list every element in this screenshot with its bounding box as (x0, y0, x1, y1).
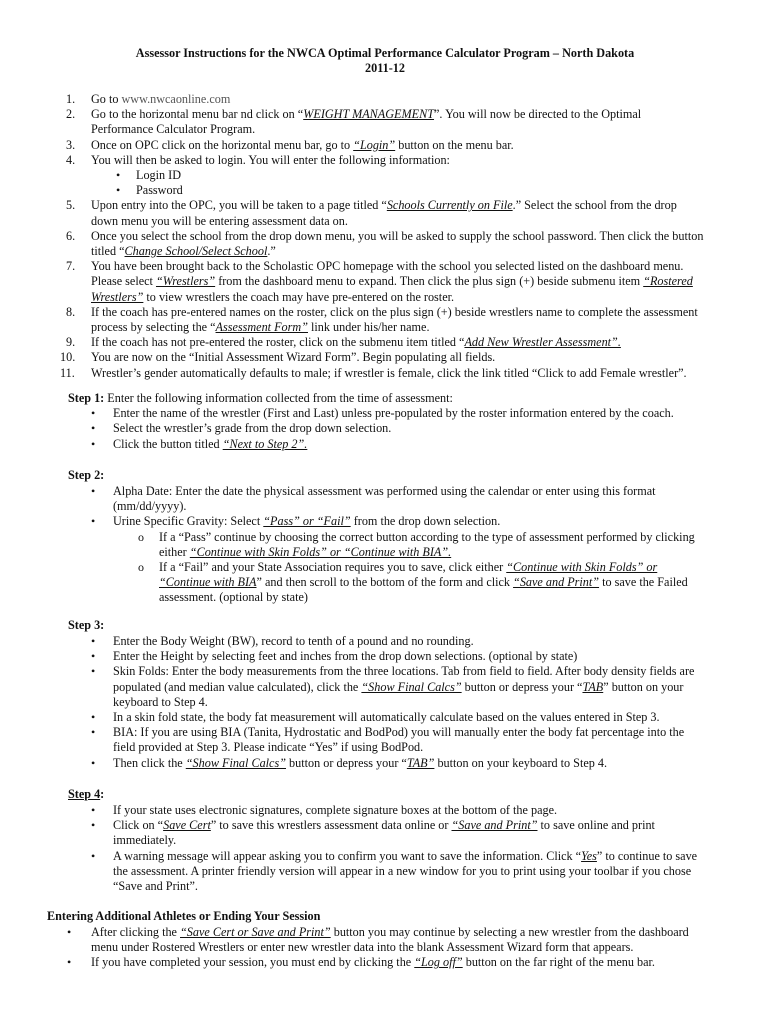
website-link[interactable]: www.nwcaonline.com (121, 92, 231, 106)
list-number: 5. (66, 198, 76, 213)
text-run: Skin Folds: Enter the body measurements from the three locations. Tab from field to field. After body density fields are (113, 664, 695, 679)
text-run: If a “Pass” continue by choosing the correct button according to the type of assessment performed by clicking (159, 529, 695, 544)
step4-line (113, 879, 198, 894)
numbered-item-line (91, 138, 514, 153)
text-run: Wrestler’s gender automatically defaults to male; if wrestler is female, click the link titled “Click to add Female wrestler”. (91, 365, 687, 380)
numbered-item-line (91, 122, 255, 137)
underlined-term: “Rostered (643, 274, 693, 289)
text-run: button on your keyboard to Step 4. (434, 755, 608, 770)
list-number: 3. (66, 137, 76, 152)
underlined-term: “Show Final Calcs” (361, 679, 462, 694)
step3-line (113, 740, 423, 755)
step-label: Step 4 (68, 787, 101, 801)
list-number: 1. (66, 92, 76, 106)
numbered-item-line (91, 107, 641, 122)
numbered-item-line (91, 229, 703, 244)
step4-line (113, 833, 176, 848)
bullet-mark: • (91, 818, 96, 833)
underlined-term: “Log off” (414, 955, 463, 970)
text-run: titled “ (91, 244, 125, 258)
step4-line (113, 864, 691, 879)
step3-line (113, 634, 474, 649)
numbered-item-line (91, 305, 698, 320)
text-run: If your state uses electronic signatures, complete signature boxes at the bottom of the page. (113, 803, 558, 817)
numbered-item-line (91, 244, 276, 259)
bullet-mark: • (116, 168, 121, 182)
underlined-term: “Next to Step 2”. (222, 436, 308, 451)
bullet-mark: • (91, 406, 96, 421)
text-run: Login ID (136, 168, 182, 182)
step-label-suffix: : (100, 787, 105, 801)
text-run: button on the far right of the menu bar. (462, 955, 655, 970)
text-run: the assessment. A printer friendly version will appear in a new window for you to print using your toolbar if you chose (113, 863, 692, 878)
underlined-term: “Show Final Calcs” (185, 755, 286, 770)
step2-line (159, 575, 688, 590)
step2-line (159, 545, 451, 560)
text-run: to save the Failed (599, 575, 688, 590)
numbered-item-line (91, 153, 450, 168)
text-run: Click the button titled (113, 436, 223, 451)
text-run: either (159, 544, 190, 559)
login-bullet (136, 183, 183, 198)
text-run: Password (136, 183, 183, 198)
step4-line (113, 818, 655, 833)
bullet-mark: • (91, 421, 96, 436)
text-run: menu under Rostered Wrestlers or enter new wrestler data into the blank Assessment Wizard form that appears. (91, 940, 634, 955)
list-number: 4. (66, 152, 76, 167)
text-run: field provided at Step 3. Please indicate “Yes” if using BodPod. (113, 740, 424, 755)
step3-line (113, 680, 683, 695)
numbered-item-line (91, 350, 495, 365)
step2-line (113, 484, 656, 499)
text-run: Go to (91, 92, 122, 106)
underlined-term: “Pass” or “Fail” (263, 514, 351, 529)
step2-line (159, 590, 308, 605)
underlined-term: “Wrestlers” (155, 274, 216, 289)
underlined-term: Yes (581, 848, 597, 863)
bullet-mark: • (91, 634, 96, 648)
text-run: Then click the (113, 755, 186, 770)
step2-line (159, 560, 657, 575)
text-run: from the drop down selection. (350, 514, 501, 529)
ending-heading: Entering Additional Athletes or Ending Your Session (47, 909, 321, 923)
text-run: You are now on the “Initial Assessment Wizard Form”. Begin populating all fields. (91, 350, 496, 365)
bullet-mark: • (67, 955, 72, 970)
underlined-term: TAB” (406, 755, 435, 770)
text-run: (mm/dd/yyyy). (113, 499, 187, 514)
sub-bullet-mark: o (138, 529, 144, 544)
list-number: 10. (60, 350, 76, 365)
underlined-term: “Continue with Skin Folds” or (506, 560, 658, 574)
text-run: If the coach has not pre-entered the roster, click on the submenu item titled “ (91, 335, 465, 350)
text-run: If you have completed your session, you must end by clicking the (91, 955, 415, 970)
numbered-item-line (91, 198, 677, 213)
text-run: ” to continue to save (596, 848, 698, 863)
step2-line (113, 499, 186, 514)
underlined-term: “Save and Print” (451, 818, 538, 833)
text-run: ” and then scroll to the bottom of the form and click (256, 575, 514, 590)
list-number: 7. (66, 259, 76, 274)
numbered-item-line (91, 320, 430, 335)
text-run: Upon entry into the OPC, you will be taken to a page titled “ (91, 198, 387, 213)
ending-line (91, 940, 633, 955)
bullet-mark: • (91, 803, 96, 817)
numbered-item-line (91, 366, 687, 381)
bullet-mark: • (91, 484, 96, 498)
list-number: 9. (66, 335, 76, 350)
text-run: to save online and print (537, 818, 655, 833)
underlined-term: Change School/Select School (124, 244, 268, 258)
ending-line (91, 955, 655, 970)
text-run: ” to save this wrestlers assessment data online or (210, 818, 452, 833)
bullet-mark: • (91, 649, 96, 664)
ending-line (91, 925, 689, 940)
bullet-mark: • (116, 183, 121, 198)
numbered-item-line (91, 92, 230, 107)
text-run: Alpha Date: Enter the date the physical assessment was performed using the calendar or enter using this format (113, 484, 656, 498)
doc-title-line1: Assessor Instructions for the NWCA Optimal Performance Calculator Program – North Dakota (135, 46, 635, 60)
list-number: 2. (66, 107, 76, 122)
bullet-mark: • (91, 755, 96, 770)
underlined-term: TAB (582, 679, 604, 694)
underlined-term: “Save Cert or Save and Print” (180, 925, 331, 939)
text-run: immediately. (113, 833, 177, 848)
underlined-term: WEIGHT MANAGEMENT (303, 107, 435, 122)
text-run: assessment. (optional by state) (159, 590, 308, 605)
text-run: Once you select the school from the drop down menu, you will be asked to supply the school password. Then click the button (91, 228, 704, 243)
text-run: to view wrestlers the coach may have pre-entered on the roster. (143, 289, 455, 304)
text-run: Once on OPC click on the horizontal menu bar, go to (91, 137, 354, 152)
bullet-mark: • (91, 664, 96, 679)
text-run: Please select (91, 274, 156, 289)
text-run: button or depress your “ (461, 679, 583, 694)
bullet-mark: • (67, 925, 72, 939)
step3-line (113, 695, 208, 710)
text-run: down menu you will be entering assessment data on. (91, 213, 348, 228)
numbered-item-line (91, 335, 621, 350)
bullet-mark: • (91, 710, 96, 724)
text-run: populated (and median value calculated), click the (113, 679, 362, 694)
underlined-term: Save Cert (163, 818, 211, 833)
text-run: You will then be asked to login. You will enter the following information: (91, 152, 450, 167)
step4-line (113, 849, 697, 864)
step3-heading: Step 3: (68, 618, 105, 632)
step3-line (113, 710, 660, 725)
underlined-term: “Continue with Skin Folds” or “Continue with BIA”. (189, 544, 452, 559)
text-run: Click on “ (113, 818, 164, 833)
list-number: 8. (66, 304, 76, 319)
text-run: keyboard to Step 4. (113, 694, 208, 709)
text-run: A warning message will appear asking you to confirm you want to save the information. Click “ (113, 848, 582, 863)
doc-title-line2: 2011-12 (365, 61, 405, 75)
text-run: from the dashboard menu to expand. Then click the plus sign (+) beside submenu item (215, 274, 644, 289)
step-label: Step 1: (68, 391, 105, 405)
sub-bullet-mark: o (138, 560, 144, 574)
step1-bullet (113, 437, 307, 452)
text-run: .” Select the school from the drop (512, 198, 677, 213)
bullet-mark: • (91, 514, 96, 529)
text-run: process by selecting the “ (91, 320, 216, 334)
text-run: button on the menu bar. (395, 137, 514, 152)
text-run: link under his/her name. (307, 320, 430, 334)
text-run: After clicking the (91, 925, 181, 939)
text-run: Enter the Body Weight (BW), record to tenth of a pound and no rounding. (113, 634, 474, 648)
bullet-mark: • (91, 436, 96, 451)
step2-line (159, 530, 695, 545)
text-run: Enter the Height by selecting feet and inches from the drop down selections. (optional by state) (113, 649, 578, 664)
text-run: Enter the name of the wrestler (First and Last) unless pre-populated by the roster information entered by the coach. (113, 406, 674, 421)
login-bullet (136, 168, 181, 183)
text-run: You have been brought back to the Scholastic OPC homepage with the school you selected listed on the dashboard menu. (91, 259, 684, 274)
underlined-term: Schools Currently on File (386, 198, 513, 213)
step1-heading (68, 391, 453, 406)
text-run: ” button on your (603, 679, 684, 694)
text-run: .” (267, 244, 276, 258)
step3-line (113, 649, 577, 664)
underlined-term: Add New Wrestler Assessment”. (464, 335, 621, 350)
numbered-item-line (91, 274, 693, 289)
step2-line (113, 514, 500, 529)
underlined-term: “Continue with BIA (159, 575, 257, 590)
text-run: Performance Calculator Program. (91, 122, 256, 137)
list-number: 11. (60, 365, 75, 380)
underlined-term: “Login” (353, 137, 396, 152)
step4-line (113, 803, 557, 818)
step3-line (113, 725, 684, 740)
numbered-item-line (91, 214, 348, 229)
underlined-term: Assessment Form” (215, 320, 308, 334)
text-run: BIA: If you are using BIA (Tanita, Hydrostatic and BodPod) you will manually enter the body fat percentage into the (113, 725, 685, 740)
text-run: Select the wrestler’s grade from the drop down selection. (113, 421, 392, 436)
text-run: ”. You will now be directed to the Optimal (434, 107, 642, 122)
step2-heading: Step 2: (68, 468, 105, 482)
text-run: “Save and Print”. (113, 879, 198, 893)
step-intro: Enter the following information collected from the time of assessment: (104, 391, 453, 405)
numbered-item-line (91, 259, 683, 274)
step1-bullet (113, 406, 674, 421)
text-run: In a skin fold state, the body fat measurement will automatically calculate based on the values entered in Step 3. (113, 710, 660, 724)
step3-line (113, 664, 694, 679)
step4-heading (68, 787, 104, 802)
numbered-item-line (91, 290, 454, 305)
list-number: 6. (66, 228, 76, 243)
text-run: button or depress your “ (286, 755, 407, 770)
text-run: Urine Specific Gravity: Select (113, 514, 264, 529)
underlined-term: “Save and Print” (513, 575, 600, 590)
step3-line (113, 756, 607, 771)
underlined-term: Wrestlers” (91, 289, 144, 304)
bullet-mark: • (91, 848, 96, 863)
text-run: button you may continue by selecting a new wrestler from the dashboard (330, 925, 689, 939)
bullet-mark: • (91, 725, 96, 740)
text-run: If a “Fail” and your State Association requires you to save, click either (159, 560, 507, 574)
text-run: Go to the horizontal menu bar nd click on “ (91, 107, 304, 122)
text-run: If the coach has pre-entered names on the roster, click on the plus sign (+) beside wrestlers name to complete the assessment (91, 304, 698, 319)
step1-bullet (113, 421, 391, 436)
